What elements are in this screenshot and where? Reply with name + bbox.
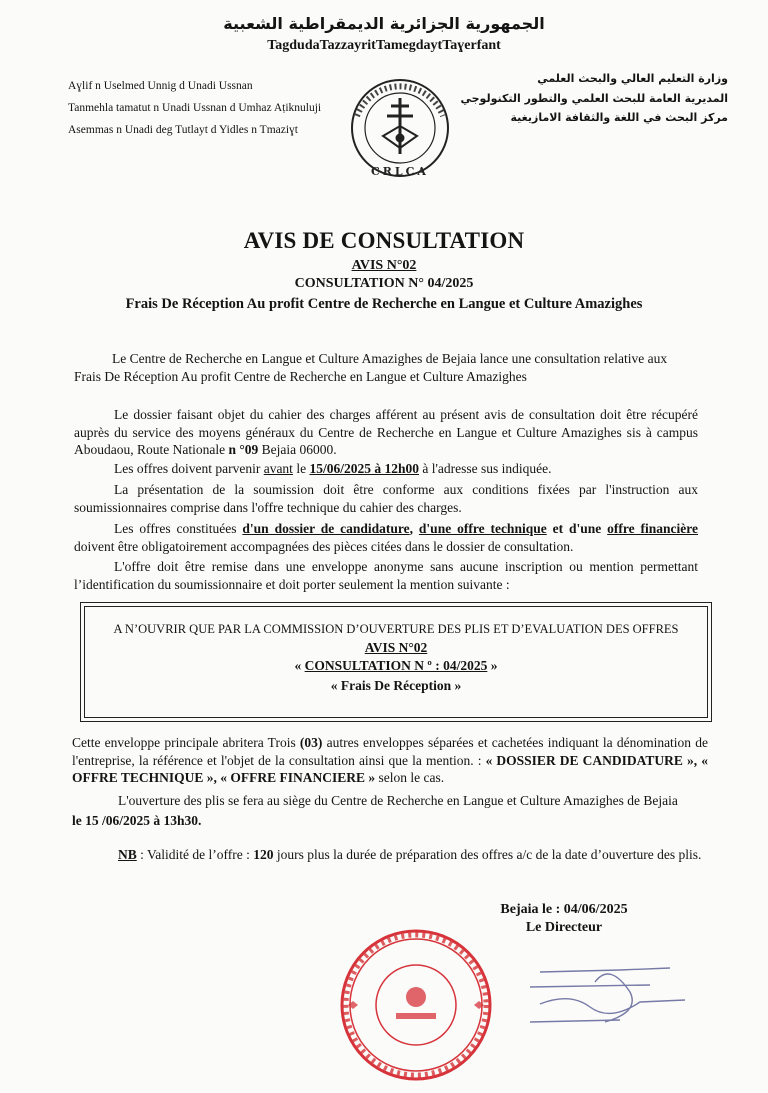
header-right-line-3: مركز البحث في اللغة والثقافة الامازيغية xyxy=(510,111,728,124)
box-line-3-close: » xyxy=(487,658,498,673)
para-2-route-number: n °09 xyxy=(228,442,259,457)
box-line-1: A N’OUVRIR QUE PAR LA COMMISSION D’OUVERTURE DES PLIS ET D’EVALUATION DES OFFRES xyxy=(113,622,679,636)
para-5-text: Les offres constituées xyxy=(114,521,243,536)
para-5-dossier: d'un dossier de candidature xyxy=(242,521,410,536)
nb-paragraph xyxy=(72,846,708,864)
header-right-line-1: وزارة التعليم العالي والبحث العلمي xyxy=(537,72,728,85)
official-round-stamp xyxy=(336,925,496,1085)
para-5-et: et d'une xyxy=(546,521,608,536)
crlca-logo-emblem xyxy=(335,76,465,182)
place-date: Bejaia le : 04/06/2025 xyxy=(500,902,628,917)
box-consultation-number: CONSULTATION N º : 04/2025 xyxy=(304,658,488,673)
nb-days: 120 xyxy=(253,847,274,862)
para-7 xyxy=(72,734,708,787)
consultation-object: Frais De Réception Au profit Centre de Recherche en Langue et Culture Amazighes xyxy=(125,296,643,312)
deadline-date: 15/06/2025 à 12h00 xyxy=(309,461,419,476)
consultation-number: CONSULTATION N° 04/2025 xyxy=(294,276,474,291)
para-3-avant: avant xyxy=(263,461,293,476)
para-3-le: le xyxy=(292,461,310,476)
box-line-4: « Frais De Réception » xyxy=(330,678,462,693)
para-5 xyxy=(74,520,698,555)
para-6: L'offre doit être remise dans une enveloppe anonyme sans aucune inscription ou mention permettant l’identification du soumissionnaire et doit porter seulement la mention suivante : xyxy=(74,559,698,592)
box-line-3-open: « xyxy=(294,658,305,673)
nb-text: : Validité de l’offre : xyxy=(136,847,254,862)
header-right-line-2: المديرية العامة للبحث العلمي والتطور التكنولوجي xyxy=(460,92,728,105)
nb-text-end: jours plus la durée de préparation des offres a/c de la date d’ouverture des plis. xyxy=(273,847,702,862)
header-left-line-2: Tanmehla tamatut n Unadi Ussnan d Umhaz Aṭiknuluji xyxy=(68,102,322,114)
para-2-text: Le dossier faisant objet du cahier des charges afférent au présent avis de consultation doit être récupéré auprès du service des moyens généraux du Centre de Recherche en Langue et Culture Amazighes sis à campus Aboudaou, Route Nationale xyxy=(74,407,698,457)
box-avis-number: AVIS N°02 xyxy=(364,640,428,655)
nb-label: NB xyxy=(118,847,137,862)
logo-emblem xyxy=(383,98,417,154)
para-1-line-1: Le Centre de Recherche en Langue et Culture Amazighes de Bejaia lance une consultation relative aux xyxy=(112,351,668,366)
header-left-line-1: Aɣlif n Uselmed Unnig d Unadi Ussnan xyxy=(68,80,253,92)
para-3-end: à l'adresse sus indiquée. xyxy=(418,461,552,476)
doc-title: AVIS DE CONSULTATION xyxy=(243,228,525,253)
header-arabic-title: الجمهورية الجزائرية الديمقراطية الشعبية xyxy=(223,14,545,33)
para-2-end: Bejaia 06000. xyxy=(258,442,337,457)
logo-text: CRLCA xyxy=(371,165,429,178)
para-7-count: (03) xyxy=(299,735,323,750)
para-7-mid: autres enveloppes séparées et cachetées indiquant la dénomination de l'entreprise, la référence et l'objet de la consultation ainsi que la mention. : xyxy=(72,735,708,768)
para-5-technique: d'une offre technique xyxy=(418,521,547,536)
avis-number: AVIS N°02 xyxy=(351,258,417,273)
para-4: La présentation de la soumission doit être conforme aux conditions fixées par l'instruction aux soumissionnaires comprise dans l'offre technique du cahier des charges. xyxy=(74,482,698,515)
director-signature xyxy=(500,952,710,1062)
para-3-text: Les offres doivent parvenir xyxy=(114,461,264,476)
para-2 xyxy=(74,406,698,459)
para-5-end: doivent être obligatoirement accompagnées des pièces citées dans le dossier de consultation. xyxy=(74,538,574,554)
para-7-text: Cette enveloppe principale abritera Trois xyxy=(72,735,300,750)
para-8-line-1: L'ouverture des plis se fera au siège du Centre de Recherche en Langue et Culture Amazighes de Bejaia xyxy=(118,793,678,808)
opening-date: le 15 /06/2025 à 13h30. xyxy=(72,813,202,828)
signatory-role: Le Directeur xyxy=(525,920,603,935)
para-7-end: selon le cas. xyxy=(375,770,445,785)
para-1-line-2: Frais De Réception Au profit Centre de Recherche en Langue et Culture Amazighes xyxy=(74,369,527,384)
para-5-financiere: offre financière xyxy=(607,521,699,536)
para-3 xyxy=(74,460,698,478)
para-5-comma: , xyxy=(409,521,419,536)
header-left-line-3: Asemmas n Unadi deg Tutlayt d Yidles n Tmaziɣt xyxy=(68,124,298,136)
para-7-mentions: « DOSSIER DE CANDIDATURE », « OFFRE TECHNIQUE », « OFFRE FINANCIERE » xyxy=(72,752,708,785)
header-berber-title: TagdudaTazzayritTamegdaytTaɣerfant xyxy=(267,38,501,53)
box-line-3 xyxy=(80,658,712,674)
